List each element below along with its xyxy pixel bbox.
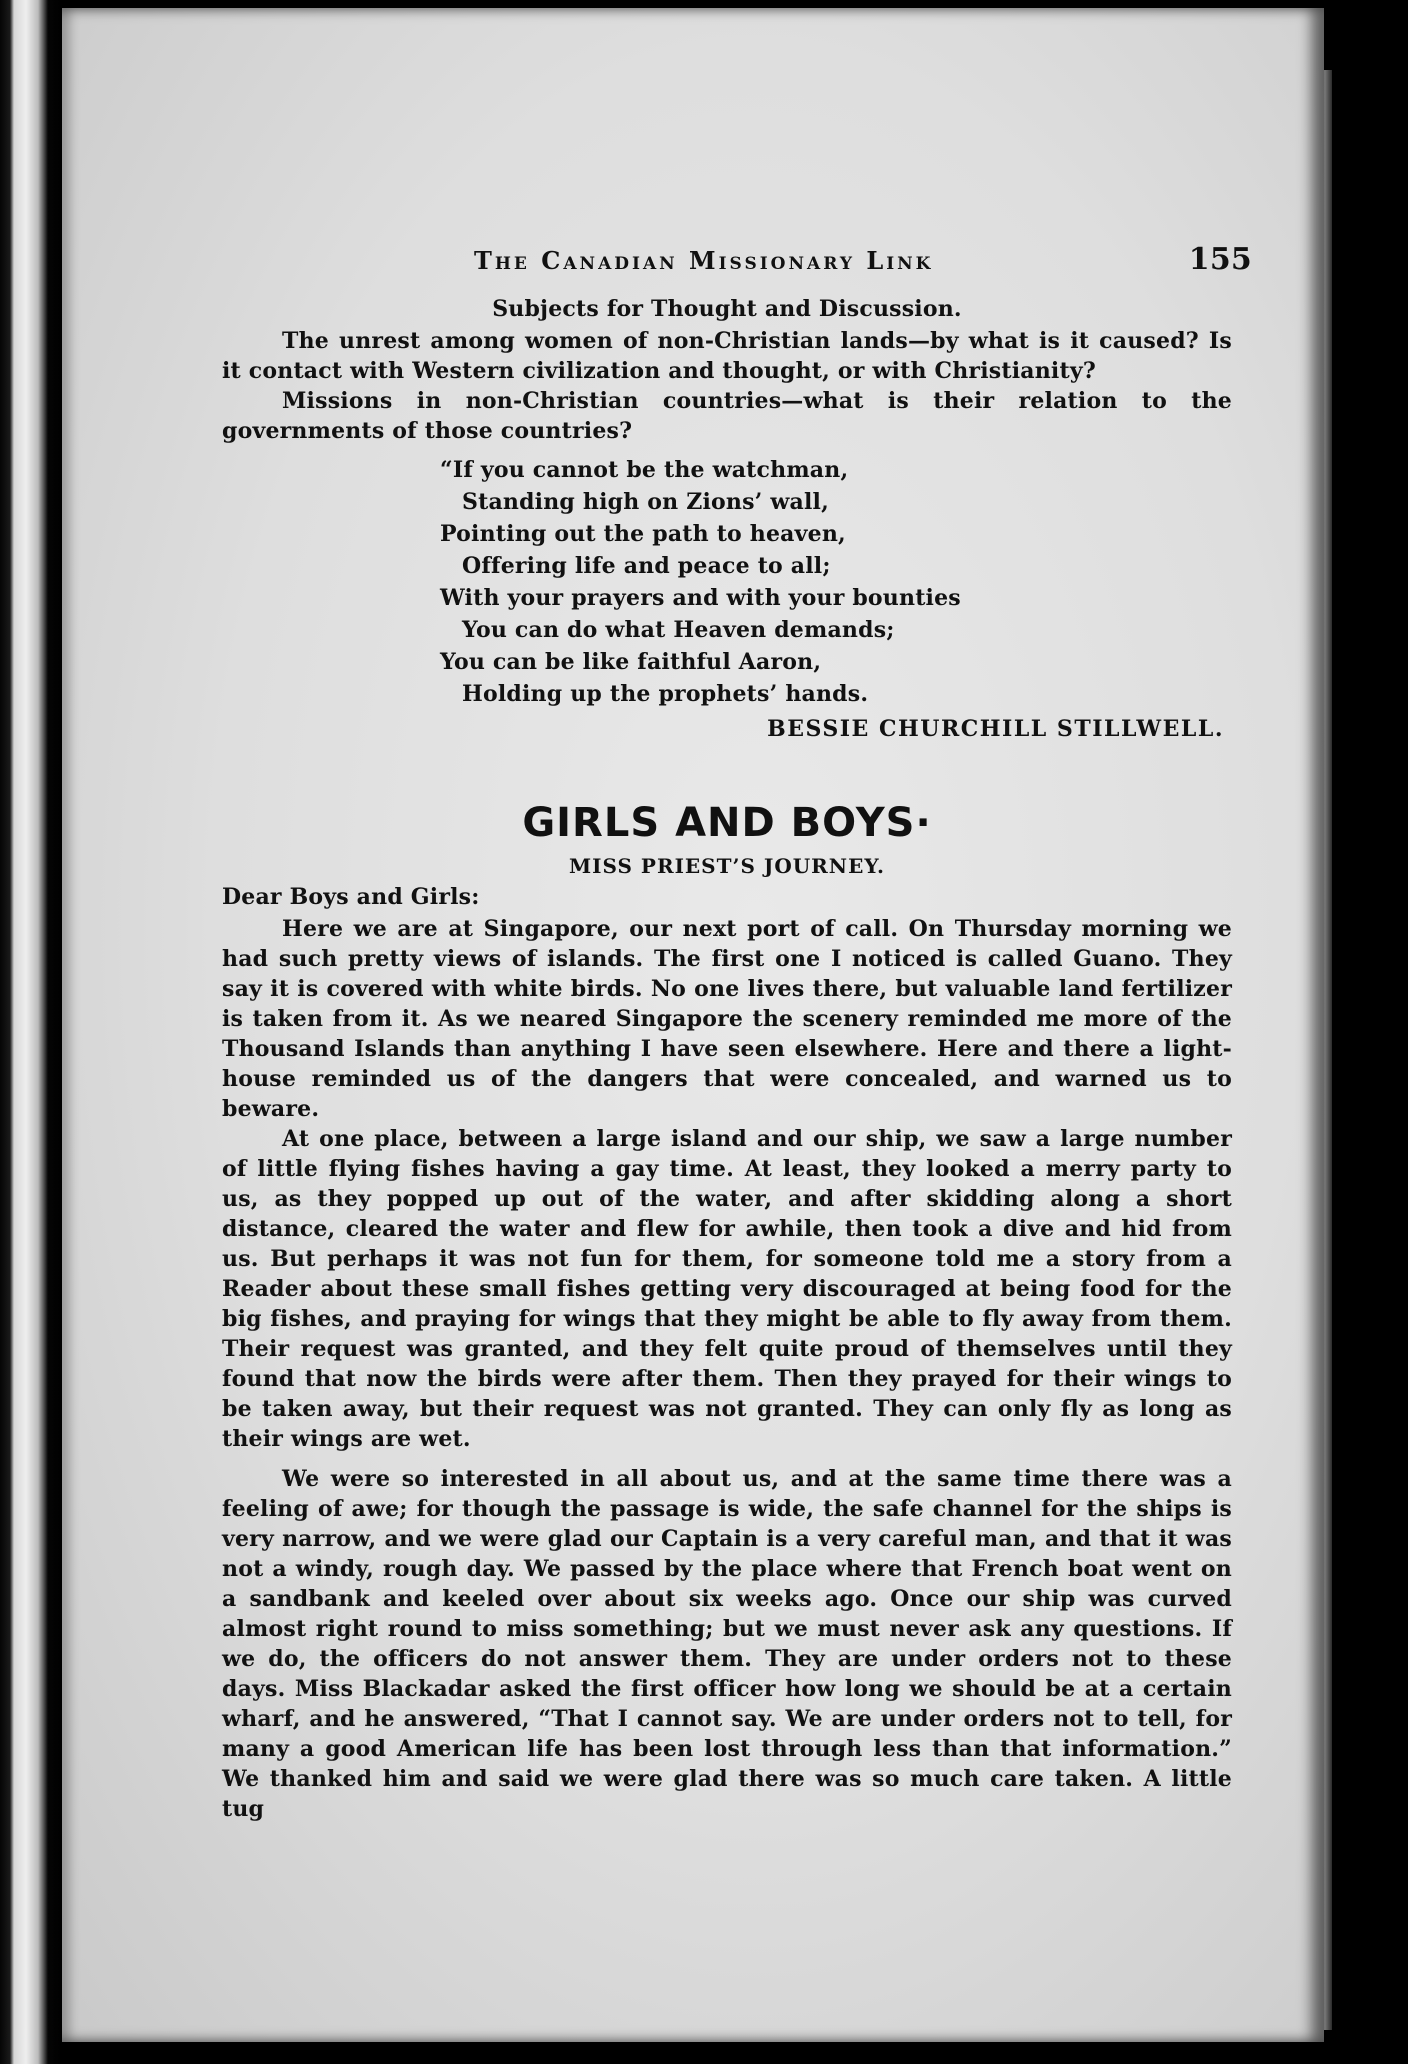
letter-paragraph: We were so interested in all about us, and at the same time there was a feeling of awe; for though the passage is wide, the safe channel for the ships is very narrow, and we were glad our Captain is a very careful man, and that it was not a windy, rough day. We passed by the place where that French boat went on a sandbank and keeled over about six weeks ago. Once our ship was curved almost right round to miss something; but we must never ask any questions. If we do, the officers do not answer them. They are under orders not to these days. Miss Blackadar asked the first officer how long we should be at a certain wharf, and he answered, “That I cannot say. We are under orders not to tell, for many a good American life has been lost through less than that information.” We thanked him and said we were glad there was so much care taken. A little tug — [222, 1466, 1232, 1822]
poem-line: With your prayers and with your bounties — [440, 585, 961, 611]
poem-line: Pointing out the path to heaven, — [440, 521, 846, 547]
page-number: 155 — [1188, 242, 1252, 277]
letter-salutation: Dear Boys and Girls: — [222, 884, 480, 910]
poem-line: You can be like faithful Aaron, — [440, 649, 822, 675]
poem-author: BESSIE CHURCHILL STILLWELL. — [767, 716, 1224, 742]
poem-line: You can do what Heaven demands; — [462, 617, 895, 643]
discussion-title: Subjects for Thought and Discussion. — [492, 296, 962, 322]
poem-line: “If you cannot be the watchman, — [440, 457, 849, 483]
left-page-edge — [0, 0, 62, 2064]
article-title: MISS PRIEST’S JOURNEY. — [569, 854, 885, 878]
page-content — [222, 242, 1252, 1824]
letter-paragraph: At one place, between a large island and our ship, we saw a large number of little flying fishes having a gay time. At least, they looked a merry party to us, as they popped up out of the water, and after skidding along a short distance, cleared the water and flew for awhile, then took a dive and hid from us. But perhaps it was not fun for them, for someone told me a story from a Reader about these small fishes getting very discouraged at being food for the big fishes, and praying for wings that they might be able to fly away from them. Their request was granted, and they felt quite proud of themselves until they found that now the birds were after them. Then they prayed for their wings to be taken away, but their request was not granted. They can only fly as long as their wings are wet. — [222, 1126, 1232, 1452]
poem — [440, 454, 1232, 710]
discussion-paragraph: The unrest among women of non-Christian lands—by what is it caused? Is it contact with Western civilization and thought, or with Christianity? — [222, 328, 1232, 384]
document-page — [62, 8, 1324, 2042]
poem-line: Offering life and peace to all; — [462, 553, 831, 579]
poem-line: Standing high on Zions’ wall, — [462, 489, 829, 515]
discussion-paragraph: Missions in non-Christian countries—what is their relation to the governments of those countries? — [222, 388, 1232, 444]
running-title: The Canadian Missionary Link — [474, 246, 934, 275]
section-title: GIRLS AND BOYS· — [522, 800, 932, 846]
running-header — [222, 242, 1252, 286]
letter-paragraph: Here we are at Singapore, our next port of call. On Thursday morning we had such pretty views of islands. The first one I noticed is called Guano. They say it is covered with white birds. No one lives there, but valuable land fertilizer is taken from it. As we neared Singapore the scenery reminded me more of the Thousand Islands than anything I have seen elsewhere. Here and there a light-house reminded us of the dangers that were concealed, and warned us to beware. — [222, 916, 1232, 1122]
poem-line: Holding up the prophets’ hands. — [462, 681, 869, 707]
